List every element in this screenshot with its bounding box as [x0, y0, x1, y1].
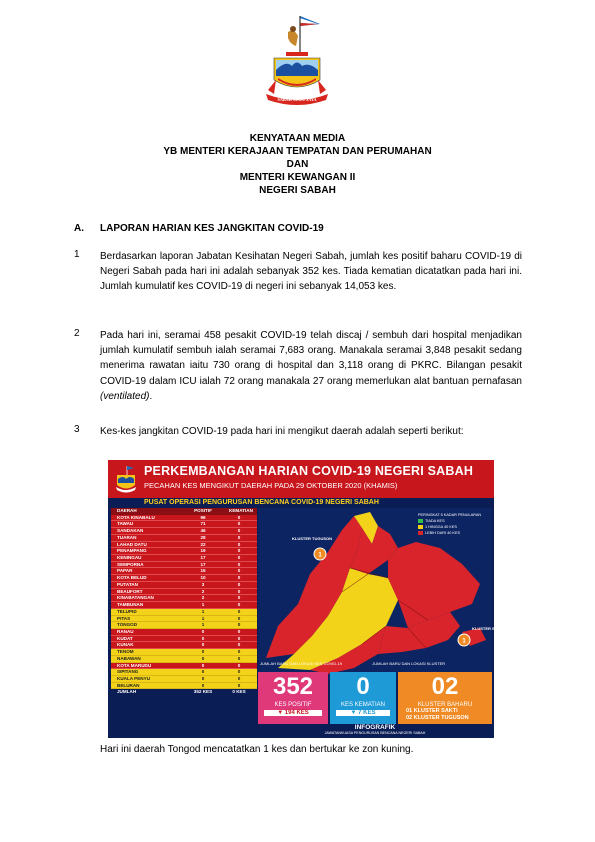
stat-kluster-baharu	[398, 672, 492, 724]
table-row	[111, 582, 257, 589]
cell-daerah: PUTATAN	[117, 581, 138, 587]
cell-daerah: PENAMPANG	[117, 548, 147, 554]
cell-kematian: 0	[237, 675, 241, 681]
table-row	[111, 562, 257, 569]
legend-yellow: 1 HINGGA 40 KES	[418, 524, 481, 530]
cell-positif: 2	[201, 595, 205, 601]
infographic-footer	[258, 724, 492, 738]
stat-kematian-change: ▼ 7 KES	[336, 710, 390, 716]
table-row	[111, 521, 257, 528]
svg-text:SABAH MAJU JAYA: SABAH MAJU JAYA	[277, 97, 317, 102]
cell-daerah: PITAS	[117, 615, 131, 621]
col-daerah: DAERAH	[117, 508, 137, 513]
cell-daerah: TAWAU	[117, 521, 134, 527]
table-row	[111, 669, 257, 676]
cell-positif: 71	[200, 521, 206, 527]
cell-positif: 19	[200, 548, 206, 554]
cell-kematian: 0	[237, 602, 241, 608]
cell-positif: 2	[201, 588, 205, 594]
district-table	[111, 508, 257, 696]
cell-daerah: KOTA MARUDU	[117, 662, 152, 668]
footer-subtitle: JAWATANKUASA PENGURUSAN BENCANA NEGERI SABAH	[324, 731, 426, 735]
stat-positif-change: ▼ 194 KES	[264, 710, 322, 716]
table-row	[111, 595, 257, 602]
table-row	[111, 616, 257, 623]
cell-positif: 22	[200, 541, 206, 547]
infographic-header	[108, 460, 494, 498]
cell-daerah: KENINGAU	[117, 555, 142, 561]
table-row	[111, 535, 257, 542]
cell-daerah: KUALA PENYU	[117, 675, 151, 681]
total-daerah: JUMLAH	[117, 689, 137, 695]
table-row	[111, 548, 257, 555]
cell-daerah: NABAWAN	[117, 655, 141, 661]
paragraph-1: Berdasarkan laporan Jabatan Kesihatan Negeri Sabah, jumlah kes positif baharu COVID-19 di Negeri Sabah pada hari ini adalah sebanyak 352 kes. Tiada kematian dicatatkan pada hari ini. Jumlah kumulatif kes COVID-19 di negeri ini sebanyak 14,053 kes.	[100, 251, 522, 293]
cell-kematian: 0	[237, 568, 241, 574]
cell-positif: 28	[200, 534, 206, 540]
map-legend	[418, 512, 481, 536]
cell-positif: 1	[201, 602, 205, 608]
cell-kematian: 0	[237, 555, 241, 561]
paragraph-2-end: .	[149, 390, 153, 402]
section-heading	[74, 223, 324, 234]
cell-positif: 0	[201, 669, 205, 675]
cell-kematian: 0	[237, 682, 241, 688]
cell-kematian: 0	[237, 561, 241, 567]
cell-kematian: 0	[237, 534, 241, 540]
table-row	[111, 589, 257, 596]
cell-daerah: TAMBUNAN	[117, 602, 144, 608]
paragraph-2	[100, 328, 522, 404]
cell-daerah: KINABATANGAN	[117, 595, 154, 601]
cell-kematian: 0	[237, 608, 241, 614]
stat-kematian-label: KES KEMATIAN	[341, 702, 385, 708]
stat-kes-positif	[258, 672, 328, 724]
cell-positif: 0	[201, 649, 205, 655]
cell-positif: 0	[201, 655, 205, 661]
cell-daerah: PAPAR	[117, 568, 133, 574]
infographic-title: PERKEMBANGAN HARIAN COVID-19 NEGERI SABAH	[144, 464, 474, 478]
cell-positif: 0	[201, 682, 205, 688]
table-row	[111, 642, 257, 649]
cell-positif: 0	[201, 662, 205, 668]
cell-kematian: 0	[237, 541, 241, 547]
total-positif: 352 KES	[193, 689, 213, 695]
sabah-crest-logo	[264, 14, 330, 110]
total-kematian: 0 KES	[232, 689, 246, 695]
section-title: LAPORAN HARIAN KES JANGKITAN COVID-19	[100, 223, 324, 234]
footer-title: INFOGRAFIK	[354, 724, 396, 731]
cell-positif: 0	[201, 628, 205, 634]
infographic-band-text: PUSAT OPERASI PENGURUSAN BENCANA COVID-19 NEGERI SABAH	[144, 499, 379, 506]
cell-daerah: TONGOD	[117, 622, 138, 628]
cell-kematian: 0	[237, 649, 241, 655]
cluster-sakti-badge: 1	[462, 638, 466, 645]
stat-kluster-2: 02 KLUSTER TUGUSON	[406, 714, 469, 721]
paragraph-3: Kes-kes jangkitan COVID-19 pada hari ini mengikut daerah adalah seperti berikut:	[100, 426, 464, 437]
cell-kematian: 0	[237, 635, 241, 641]
heading-line-5: NEGERI SABAH	[259, 185, 336, 196]
stat-kluster-label: KLUSTER BAHARU	[417, 702, 473, 708]
legend-red: LEBIH DARI 40 KES	[418, 530, 481, 536]
cell-kematian: 0	[237, 514, 241, 520]
cell-positif: 1	[201, 622, 205, 628]
table-row	[111, 636, 257, 643]
table-row	[111, 609, 257, 616]
table-row	[111, 656, 257, 663]
legend-title: PERINGKAT 5 KADAR PENULARAN	[418, 513, 482, 517]
cell-daerah: KUDAT	[117, 635, 133, 641]
stat-kematian-number: 0	[356, 673, 370, 700]
paragraph-1-number: 1	[74, 249, 80, 260]
cell-daerah: KUNAK	[117, 642, 134, 648]
cell-daerah: TENOM	[117, 649, 134, 655]
heading-line-2: YB MENTERI KERAJAAN TEMPATAN DAN PERUMAHAN	[163, 146, 432, 157]
cell-daerah: TUARAN	[117, 534, 137, 540]
cell-positif: 15	[200, 568, 206, 574]
cell-daerah: RANAU	[117, 628, 134, 634]
cell-daerah: BELURAN	[117, 682, 140, 688]
cell-kematian: 0	[237, 628, 241, 634]
infographic-subtitle: PECAHAN KES MENGIKUT DAERAH PADA 29 OKTOBER 2020 (KHAMIS)	[144, 481, 398, 490]
cell-positif: 17	[200, 561, 206, 567]
stat-kluster-1: 01 KLUSTER SAKTI	[406, 708, 458, 714]
cell-kematian: 0	[237, 575, 241, 581]
legend-green: TIADA KES	[418, 518, 481, 524]
covid-infographic	[108, 460, 504, 738]
table-row	[111, 663, 257, 670]
cell-kematian: 0	[237, 528, 241, 534]
cell-kematian: 0	[237, 622, 241, 628]
table-row	[111, 555, 257, 562]
table-row	[111, 515, 257, 522]
cell-kematian: 0	[237, 662, 241, 668]
cell-daerah: SANDAKAN	[117, 528, 144, 534]
cell-daerah: BEAUFORT	[117, 588, 143, 594]
cell-kematian: 0	[237, 588, 241, 594]
cell-daerah: TELUPID	[117, 608, 137, 614]
cell-daerah: LAHAD DATU	[117, 541, 147, 547]
table-row	[111, 568, 257, 575]
cell-kematian: 0	[237, 521, 241, 527]
table-row	[111, 528, 257, 535]
cell-daerah: KOTA KINABALU	[117, 514, 155, 520]
paragraph-2-italic: (ventilated)	[100, 390, 150, 402]
cell-positif: 10	[200, 575, 206, 581]
stat-kes-kematian	[330, 672, 396, 724]
table-row	[111, 683, 257, 690]
cell-kematian: 0	[237, 595, 241, 601]
cell-kematian: 0	[237, 669, 241, 675]
table-row	[111, 676, 257, 683]
stat-kluster-number: 02	[431, 673, 459, 700]
table-row	[111, 542, 257, 549]
paragraph-3-number: 3	[74, 424, 80, 435]
cell-kematian: 0	[237, 642, 241, 648]
heading-line-3: DAN	[286, 159, 309, 170]
cell-kematian: 0	[237, 581, 241, 587]
cell-positif: 0	[201, 635, 205, 641]
table-row	[111, 649, 257, 656]
cell-positif: 1	[201, 615, 205, 621]
table-row	[111, 575, 257, 582]
cell-daerah: SIPITANG	[117, 669, 139, 675]
table-total-row	[111, 689, 257, 696]
cell-positif: 96	[200, 514, 206, 520]
cell-kematian: 0	[237, 655, 241, 661]
heading-line-1: KENYATAAN MEDIA	[249, 133, 346, 144]
table-row	[111, 622, 257, 629]
stat-positif-label: KES POSITIF	[274, 702, 312, 708]
cell-daerah: SEMPORNA	[117, 561, 144, 567]
infographic-caption: Hari ini daerah Tongod mencatatkan 1 kes dan bertukar ke zon kuning.	[100, 744, 414, 755]
paragraph-2-text: Pada hari ini, seramai 458 pesakit COVID-19 telah discaj / sembuh dari hospital menjadikan jumlah kumulatif sembuh ialah seramai 7,683 orang. Manakala seramai 3,848 pesakit sedang menerima rawatan iaitu 730 orang di hospital dan 3,118 orang di PKRC. Bilangan pesakit COVID-19 dalam ICU ialah 72 orang manakala 27 orang memerlukan alat bantuan pernafasan	[100, 330, 522, 387]
map-bottom-legend	[260, 661, 445, 666]
cluster-tuguson-badge: 1	[318, 552, 322, 559]
col-kematian: KEMATIAN	[229, 508, 253, 513]
cluster-sakti-label: KLUSTER SAKTI	[472, 626, 504, 631]
cell-daerah: KOTA BELUD	[117, 575, 147, 581]
cell-positif: 3	[201, 581, 205, 587]
section-letter: A.	[74, 223, 84, 234]
cell-positif: 0	[201, 675, 205, 681]
stat-positif-number: 352	[272, 673, 314, 700]
cell-positif: 1	[201, 608, 205, 614]
cluster-tuguson-label: KLUSTER TUGUSON	[292, 536, 332, 541]
cell-kematian: 0	[237, 615, 241, 621]
cell-kematian: 0	[237, 548, 241, 554]
cell-positif: 17	[200, 555, 206, 561]
table-header-row	[111, 508, 257, 515]
sabah-crest-small-icon	[114, 465, 138, 493]
table-row	[111, 629, 257, 636]
legend-bottom-right: JUMLAH BARU DAN LOKASI KLUSTER	[372, 661, 446, 666]
paragraph-2-number: 2	[74, 328, 80, 339]
table-row	[111, 602, 257, 609]
heading-line-4: MENTERI KEWANGAN II	[239, 172, 356, 183]
col-positif: POSITIF	[194, 508, 212, 513]
legend-bottom-left: JUMLAH BARU DAN LOKASI KES COVID-19	[260, 661, 343, 666]
cell-positif: 0	[201, 642, 205, 648]
cell-positif: 46	[200, 528, 206, 534]
